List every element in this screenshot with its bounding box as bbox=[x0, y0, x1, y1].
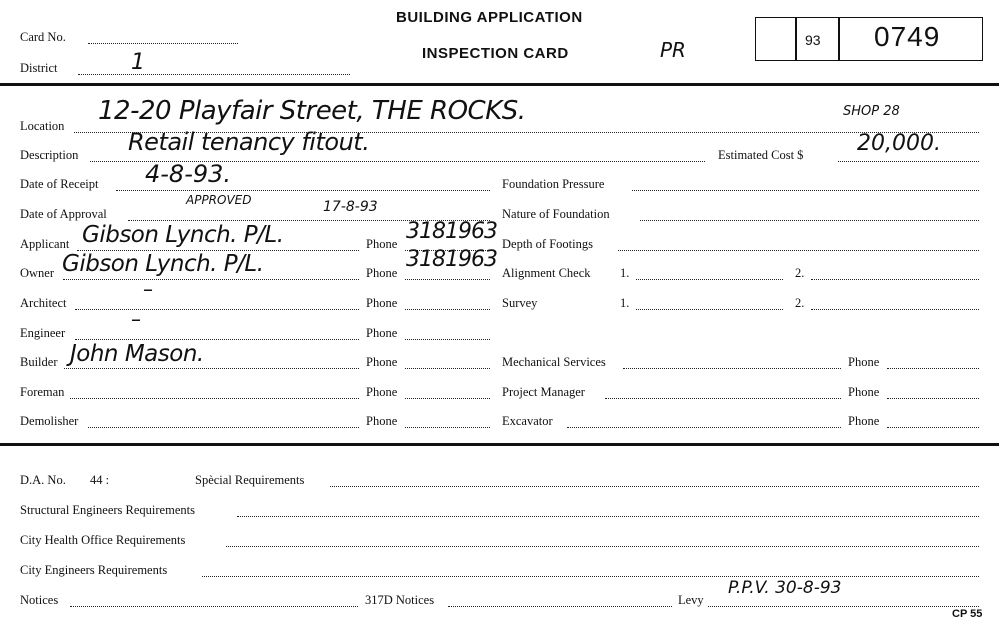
notices-label: Notices bbox=[20, 593, 59, 607]
date-of-approval-label: Date of Approval bbox=[20, 207, 107, 221]
notices-317d-line bbox=[448, 606, 672, 607]
architect-phone-label: Phone bbox=[366, 296, 398, 310]
card-number-box bbox=[755, 17, 983, 61]
project-manager-phone-line bbox=[887, 398, 979, 399]
foreman-line bbox=[70, 398, 359, 399]
survey-label: Survey bbox=[502, 296, 538, 310]
applicant-value: Gibson Lynch. P/L. bbox=[82, 222, 284, 248]
approval-date: 17-8-93 bbox=[323, 199, 378, 215]
architect-line bbox=[75, 309, 359, 310]
city-health-label: City Health Office Requirements bbox=[20, 533, 186, 547]
survey-2-label: 2. bbox=[795, 296, 805, 310]
project-manager-label: Project Manager bbox=[502, 385, 585, 399]
mechanical-services-label: Mechanical Services bbox=[502, 355, 606, 369]
survey-1-label: 1. bbox=[620, 296, 630, 310]
mechanical-services-phone-label: Phone bbox=[848, 355, 880, 369]
district-label: District bbox=[20, 61, 58, 75]
mechanical-services-phone-line bbox=[887, 368, 979, 369]
applicant-phone-value: 3181963 bbox=[406, 219, 497, 244]
card-number-divider-1 bbox=[795, 17, 797, 61]
form-code: CP 55 bbox=[952, 608, 983, 620]
builder-phone-line bbox=[405, 368, 490, 369]
owner-phone-value: 3181963 bbox=[406, 247, 497, 272]
levy-line bbox=[708, 606, 979, 607]
demolisher-label: Demolisher bbox=[20, 414, 79, 428]
excavator-phone-label: Phone bbox=[848, 414, 880, 428]
survey-1-line bbox=[636, 309, 783, 310]
excavator-label: Excavator bbox=[502, 414, 553, 428]
project-manager-phone-label: Phone bbox=[848, 385, 880, 399]
applicant-label: Applicant bbox=[20, 237, 70, 251]
engineer-phone-label: Phone bbox=[366, 326, 398, 340]
card-no-line bbox=[88, 43, 238, 44]
foundation-pressure-label: Foundation Pressure bbox=[502, 177, 605, 191]
notices-line bbox=[70, 606, 358, 607]
nature-of-foundation-label: Nature of Foundation bbox=[502, 207, 610, 221]
survey-2-line bbox=[811, 309, 979, 310]
initials: PR bbox=[660, 38, 686, 62]
foreman-label: Foreman bbox=[20, 385, 65, 399]
architect-label: Architect bbox=[20, 296, 67, 310]
alignment-check-2-label: 2. bbox=[795, 266, 805, 280]
card-no-label: Card No. bbox=[20, 30, 66, 44]
levy-value: P.P.V. 30-8-93 bbox=[728, 578, 842, 598]
alignment-check-label: Alignment Check bbox=[502, 266, 591, 280]
special-requirements-line bbox=[330, 486, 979, 487]
builder-line bbox=[64, 368, 359, 369]
location-note: SHOP 28 bbox=[843, 104, 900, 119]
architect-phone-line bbox=[405, 309, 490, 310]
engineer-phone-line bbox=[405, 339, 490, 340]
estimated-cost-value: 20,000. bbox=[857, 131, 941, 156]
da-no-label: D.A. No. bbox=[20, 473, 66, 487]
card-title-line1: BUILDING APPLICATION bbox=[396, 9, 583, 26]
special-requirements-label: Spècial Requirements bbox=[195, 473, 305, 487]
demolisher-phone-line bbox=[405, 427, 490, 428]
date-of-receipt-label: Date of Receipt bbox=[20, 177, 99, 191]
engineer-line bbox=[75, 339, 359, 340]
demolisher-line bbox=[88, 427, 359, 428]
owner-phone-line bbox=[405, 279, 490, 280]
estimated-cost-label: Estimated Cost $ bbox=[718, 148, 804, 162]
city-engineers-label: City Engineers Requirements bbox=[20, 563, 168, 577]
card-title-line2: INSPECTION CARD bbox=[422, 45, 569, 62]
depth-of-footings-label: Depth of Footings bbox=[502, 237, 593, 251]
owner-line bbox=[63, 279, 359, 280]
district-value: 1 bbox=[131, 50, 145, 75]
middle-rule bbox=[0, 443, 999, 446]
location-label: Location bbox=[20, 119, 65, 133]
header-rule bbox=[0, 83, 999, 86]
city-health-line bbox=[226, 546, 979, 547]
alignment-check-1-line bbox=[636, 279, 783, 280]
approval-note: APPROVED bbox=[186, 193, 252, 207]
owner-value: Gibson Lynch. P/L. bbox=[62, 251, 264, 277]
structural-engineers-label: Structural Engineers Requirements bbox=[20, 503, 195, 517]
description-value: Retail tenancy fitout. bbox=[128, 128, 370, 156]
engineer-label: Engineer bbox=[20, 326, 66, 340]
district-line bbox=[78, 74, 350, 75]
foreman-phone-label: Phone bbox=[366, 385, 398, 399]
applicant-phone-label: Phone bbox=[366, 237, 398, 251]
date-of-receipt-value: 4-8-93. bbox=[145, 160, 232, 188]
project-manager-line bbox=[605, 398, 841, 399]
city-engineers-line bbox=[202, 576, 979, 577]
date-of-receipt-line bbox=[116, 190, 490, 191]
da-no-value: 44 : bbox=[90, 473, 110, 487]
estimated-cost-line bbox=[838, 161, 979, 162]
excavator-phone-line bbox=[887, 427, 979, 428]
location-value: 12-20 Playfair Street, THE ROCKS. bbox=[98, 96, 526, 126]
owner-label: Owner bbox=[20, 266, 55, 280]
depth-of-footings-line bbox=[618, 250, 979, 251]
builder-label: Builder bbox=[20, 355, 58, 369]
architect-value: – bbox=[143, 277, 153, 301]
alignment-check-1-label: 1. bbox=[620, 266, 630, 280]
card-number-prefix: 93 bbox=[805, 32, 821, 48]
card-number-divider-2 bbox=[838, 17, 840, 61]
levy-label: Levy bbox=[678, 593, 704, 607]
foundation-pressure-line bbox=[632, 190, 979, 191]
builder-phone-label: Phone bbox=[366, 355, 398, 369]
card-number: 0749 bbox=[874, 21, 941, 52]
alignment-check-2-line bbox=[811, 279, 979, 280]
notices-317d-label: 317D Notices bbox=[365, 593, 435, 607]
foreman-phone-line bbox=[405, 398, 490, 399]
description-label: Description bbox=[20, 148, 79, 162]
builder-value: John Mason. bbox=[70, 341, 204, 367]
structural-engineers-line bbox=[237, 516, 979, 517]
engineer-value: – bbox=[131, 307, 141, 331]
mechanical-services-line bbox=[623, 368, 841, 369]
owner-phone-label: Phone bbox=[366, 266, 398, 280]
excavator-line bbox=[567, 427, 841, 428]
demolisher-phone-label: Phone bbox=[366, 414, 398, 428]
nature-of-foundation-line bbox=[640, 220, 979, 221]
